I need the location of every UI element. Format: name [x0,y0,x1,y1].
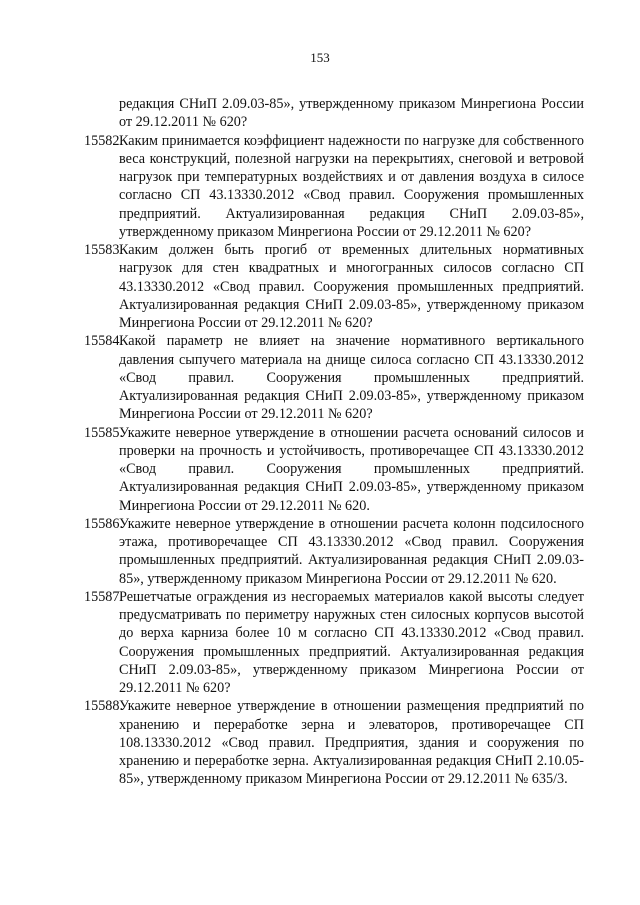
continued-question-text: редакция СНиП 2.09.03-85», утвержденному приказом Минрегиона России от 29.12.2011 № 620? [119,96,584,131]
question-number: 15585. [84,424,124,441]
question-item [84,588,584,698]
page-number: 153 [310,50,330,65]
question-text: Какой параметр не влияет на значение нормативного вертикального давления сыпучего материала на днище силоса согласно СП 43.13330.2012 «Свод правил. Сооружения промышленных предприятий. Актуализированная редакция СНиП 2.09.03-85», утвержденному приказом Минрегиона России от 29.12.2011 № 620? [119,333,584,423]
question-number: 15588. [84,698,124,715]
question-text: Укажите неверное утверждение в отношении расчета колонн подсилосного этажа, противоречащее СП 43.13330.2012 «Свод правил. Сооружения промышленных предприятий. Актуализированная редакция СНиП 2.09.03-85», утвержденному приказом Минрегиона России от 29.12.2011 № 620. [119,515,584,587]
question-number: 15584. [84,333,124,350]
question-number: 15582. [84,132,124,149]
question-item [84,697,584,788]
question-text: Укажите неверное утверждение в отношении расчета оснований силосов и проверки на прочность и устойчивость, противоречащее СП 43.13330.2012 «Свод правил. Сооружения промышленных предприятий. Актуализированная редакция СНиП 2.09.03-85», утвержденному приказом Минрегиона России от 29.12.2011 № 620. [119,424,584,514]
question-number: 15583. [84,242,124,258]
question-item [84,241,584,332]
question-item [84,424,584,515]
question-number: 15586. [84,515,124,532]
question-text: Каким принимается коэффициент надежности по нагрузке для собственного веса конструкций, полезной нагрузки на перекрытиях, снеговой и ветровой нагрузок при температурных воздействиях и от давления воздуха в силосе согласно СП 43.13330.2012 «Свод правил. Сооружения промышленных предприятий. Актуализированная редакция СНиП 2.09.03-85», утвержденному приказом Минрегиона России от 29.12.2011 № 620? [119,132,584,240]
question-item [84,515,584,588]
question-text: Каким должен быть прогиб от временных длительных нормативных нагрузок для стен квадратных и многогранных силосов согласно СП 43.13330.2012 «Свод правил. Сооружения промышленных предприятий. Актуализированная редакция СНиП 2.09.03-85», утвержденному приказом Минрегиона России от 29.12.2011 № 620? [119,242,584,331]
question-text: Решетчатые ограждения из несгораемых материалов какой высоты следует предусматривать по периметру наружных стен силосных корпусов высотой до верха карниза более 10 м согласно СП 43.13330.2012 «Свод правил. Сооружения промышленных предприятий. Актуализированная редакция СНиП 2.09.03-85», утвержденному приказом Минрегиона России от 29.12.2011 № 620? [119,588,584,696]
question-item [84,332,584,423]
document-body [84,95,584,789]
question-text: Укажите неверное утверждение в отношении размещения предприятий по хранению и переработке зерна и элеваторов, противоречащее СП 108.13330.2012 «Свод правил. Предприятия, здания и сооружения по хранению и переработке зерна. Актуализированная редакция СНиП 2.10.05-85», утвержденному приказом Минрегиона России от 29.12.2011 № 635/3. [119,698,584,788]
question-number: 15587. [84,588,124,605]
question-item [84,132,584,242]
